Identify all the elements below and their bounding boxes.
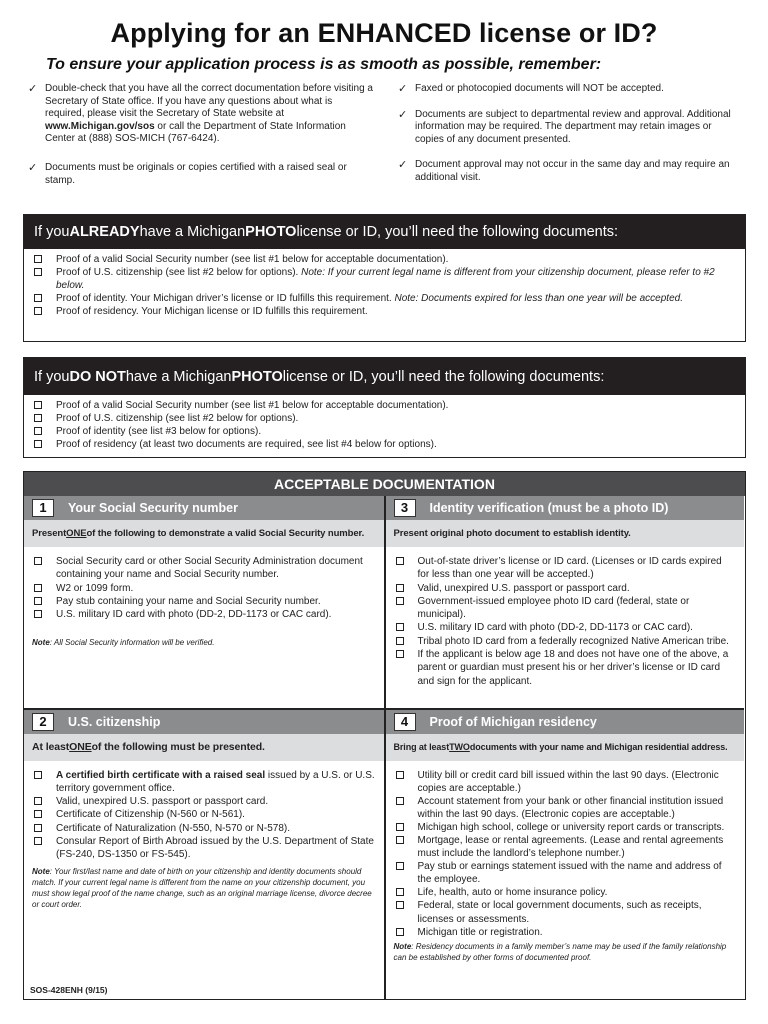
already-section-header: If you ALREADY have a Michigan PHOTO license or ID, you’ll need the following documents: xyxy=(24,215,745,249)
list-4-header: 4 Proof of Michigan residency xyxy=(386,710,744,734)
checkbox[interactable] xyxy=(34,440,42,448)
list-item: W2 or 1099 form. xyxy=(32,582,376,595)
checkbox[interactable] xyxy=(34,837,42,845)
list-1-social-security xyxy=(24,496,384,648)
checkbox[interactable] xyxy=(34,307,42,315)
list-item: Proof of U.S. citizenship (see list #2 below for options). xyxy=(32,412,737,425)
checkbox[interactable] xyxy=(396,584,404,592)
checkbox[interactable] xyxy=(34,824,42,832)
list-item: Life, health, auto or home insurance policy. xyxy=(394,886,736,899)
checkbox[interactable] xyxy=(396,836,404,844)
list-item: Federal, state or local government documents, such as receipts, licenses or assessments. xyxy=(394,899,736,925)
tip-item: ✓ Documents are subject to departmental review and approval. Additional information may be required. The department may retain images or copies of any document presented. xyxy=(398,108,731,145)
checkbox[interactable] xyxy=(34,771,42,779)
checkbox[interactable] xyxy=(396,928,404,936)
checkmark-icon: ✓ xyxy=(398,159,408,172)
list-3-instruction: Present original photo document to establish identity. xyxy=(386,520,744,547)
list-item: Pay stub or earnings statement issued with the name and address of the employee. xyxy=(394,860,736,886)
checkbox[interactable] xyxy=(34,401,42,409)
list-number-badge: 3 xyxy=(394,499,416,517)
checkmark-icon: ✓ xyxy=(398,83,408,95)
checkbox[interactable] xyxy=(396,771,404,779)
list-2-instruction: At least ONE of the following must be presented. xyxy=(24,734,384,761)
list-item: Proof of residency. Your Michigan license or ID fulfills this requirement. xyxy=(32,305,737,318)
list-item: Proof of U.S. citizenship (see list #2 below for options). Note: If your current legal name is different from your citizenship document, please refer to #2 below. xyxy=(32,266,737,292)
list-2-note: Note: Your first/last name and date of birth on your citizenship and identity documents should match. If your current legal name is different from the name on your citizenship document, you must show legal proof of the name change, such as an original marriage license, divorce decree or court order. xyxy=(32,866,372,909)
checkbox[interactable] xyxy=(396,797,404,805)
tips-right xyxy=(398,83,738,198)
checkbox[interactable] xyxy=(396,650,404,658)
list-1-header: 1 Your Social Security number xyxy=(24,496,384,520)
list-4-items xyxy=(386,761,744,963)
checkmark-icon: ✓ xyxy=(28,83,38,95)
checkbox[interactable] xyxy=(34,597,42,605)
list-item: U.S. military ID card with photo (DD-2, DD-1173 or CAC card). xyxy=(394,621,736,634)
page-subtitle: To ensure your application process is as smooth as possible, remember: xyxy=(46,56,602,73)
acceptable-documentation-title: ACCEPTABLE DOCUMENTATION xyxy=(24,472,745,496)
list-item: Valid, unexpired U.S. passport or passport card. xyxy=(32,795,376,808)
list-item: Pay stub containing your name and Social Security number. xyxy=(32,595,376,608)
checkmark-icon: ✓ xyxy=(398,108,408,121)
already-section-list xyxy=(24,249,745,324)
list-item: Proof of residency (at least two documents are required, see list #4 below for options). xyxy=(32,438,737,451)
list-item: Proof of a valid Social Security number (see list #1 below for acceptable documentation). xyxy=(32,399,737,412)
list-3-header: 3 Identity verification (must be a photo ID) xyxy=(386,496,744,520)
list-1-note: Note: All Social Security information will be verified. xyxy=(32,638,215,648)
checkbox[interactable] xyxy=(396,862,404,870)
checkbox[interactable] xyxy=(396,597,404,605)
checkbox[interactable] xyxy=(396,901,404,909)
checkbox[interactable] xyxy=(396,823,404,831)
list-item: Out-of-state driver’s license or ID card. (Licenses or ID cards expired for less than one year will be accepted.) xyxy=(394,555,736,582)
list-item: Michigan high school, college or university report cards or transcripts. xyxy=(394,821,736,834)
list-2-citizenship xyxy=(24,710,384,910)
list-3-identity xyxy=(386,496,744,688)
list-1-instruction: Present ONE of the following to demonstrate a valid Social Security number. xyxy=(24,520,384,547)
list-item: Utility bill or credit card bill issued within the last 90 days. (Electronic copies are acceptable.) xyxy=(394,769,736,795)
checkbox[interactable] xyxy=(396,557,404,565)
list-2-items xyxy=(24,761,384,910)
list-item: Proof of identity (see list #3 below for options). xyxy=(32,425,737,438)
list-4-instruction: Bring at least TWO documents with your name and Michigan residential address. xyxy=(386,734,744,761)
list-2-header: 2 U.S. citizenship xyxy=(24,710,384,734)
tips-left xyxy=(28,83,374,199)
list-number-badge: 1 xyxy=(32,499,54,517)
checkbox[interactable] xyxy=(396,623,404,631)
tip-item: ✓ Double-check that you have all the correct documentation before visiting a Secretary of State office. If you have any questions about what is required, please visit the Secretary of State website at www.Michigan.gov/sos or call the Department of State Information Center at (888) SOS-MICH (767-6424). xyxy=(28,83,373,145)
list-item: Valid, unexpired U.S. passport or passport card. xyxy=(394,582,736,595)
checkbox[interactable] xyxy=(34,414,42,422)
list-number-badge: 2 xyxy=(32,713,54,731)
list-item: Proof of identity. Your Michigan driver’s license or ID fulfills this requirement. Note: Documents expired for less than one year will be accepted. xyxy=(32,292,737,305)
list-4-note: Note: Residency documents in a family member’s name may be used if the family relationship can be established by other forms of documented proof. xyxy=(393,941,727,962)
list-item: If the applicant is below age 18 and does not have one of the above, a parent or guardian must present his or her driver’s license or ID card and sign for the applicant. xyxy=(394,648,736,688)
checkbox[interactable] xyxy=(34,255,42,263)
list-item: Tribal photo ID card from a federally recognized Native American tribe. xyxy=(394,635,736,648)
checkbox[interactable] xyxy=(34,610,42,618)
already-have-photo-section xyxy=(23,214,746,342)
donot-section-list xyxy=(24,395,745,457)
checkbox[interactable] xyxy=(34,294,42,302)
list-item: Certificate of Naturalization (N-550, N-570 or N-578). xyxy=(32,822,376,835)
checkbox[interactable] xyxy=(34,557,42,565)
checkbox[interactable] xyxy=(34,268,42,276)
list-3-items xyxy=(386,547,744,688)
list-item: U.S. military ID card with photo (DD-2, DD-1173 or CAC card). xyxy=(32,608,376,621)
checkbox[interactable] xyxy=(396,637,404,645)
website-link[interactable]: www.Michigan.gov/sos xyxy=(45,120,155,132)
list-item: A certified birth certificate with a raised seal issued by a U.S. or U.S. territory government office. xyxy=(32,769,376,796)
list-item: Consular Report of Birth Abroad issued by the U.S. Department of State (FS-240, DS-1350 or FS-545). xyxy=(32,835,376,862)
page-title: Applying for an ENHANCED license or ID? xyxy=(110,18,658,48)
list-4-residency xyxy=(386,710,744,963)
list-item: Social Security card or other Social Security Administration document containing your name and Social Security number. xyxy=(32,555,376,582)
do-not-have-photo-section xyxy=(23,357,746,458)
form-id: SOS-428ENH (9/15) xyxy=(30,985,108,995)
list-item: Michigan title or registration. xyxy=(394,926,736,939)
list-item: Proof of a valid Social Security number (see list #1 below for acceptable documentation). xyxy=(32,253,737,266)
tip-item: ✓ Faxed or photocopied documents will NOT be accepted. xyxy=(398,83,664,95)
checkbox[interactable] xyxy=(34,584,42,592)
tip-item: ✓ Document approval may not occur in the same day and may require an additional visit. xyxy=(398,159,730,183)
list-number-badge: 4 xyxy=(394,713,416,731)
list-item: Government-issued employee photo ID card (federal, state or municipal). xyxy=(394,595,736,622)
donot-section-header: If you DO NOT have a Michigan PHOTO license or ID, you’ll need the following documents: xyxy=(24,358,745,395)
list-item: Mortgage, lease or rental agreements. (Lease and rental agreements must include the landlord’s telephone number.) xyxy=(394,834,736,860)
list-item: Certificate of Citizenship (N-560 or N-561). xyxy=(32,808,376,821)
list-item: Account statement from your bank or other financial institution issued within the last 90 days. (Electronic copies are acceptable.) xyxy=(394,795,736,821)
tip-item: ✓ Documents must be originals or copies certified with a raised seal or stamp. xyxy=(28,161,347,186)
checkbox[interactable] xyxy=(396,888,404,896)
list-1-items xyxy=(24,547,384,648)
checkbox[interactable] xyxy=(34,810,42,818)
acceptable-documentation xyxy=(23,471,746,1000)
checkbox[interactable] xyxy=(34,427,42,435)
checkmark-icon: ✓ xyxy=(28,161,38,174)
checkbox[interactable] xyxy=(34,797,42,805)
